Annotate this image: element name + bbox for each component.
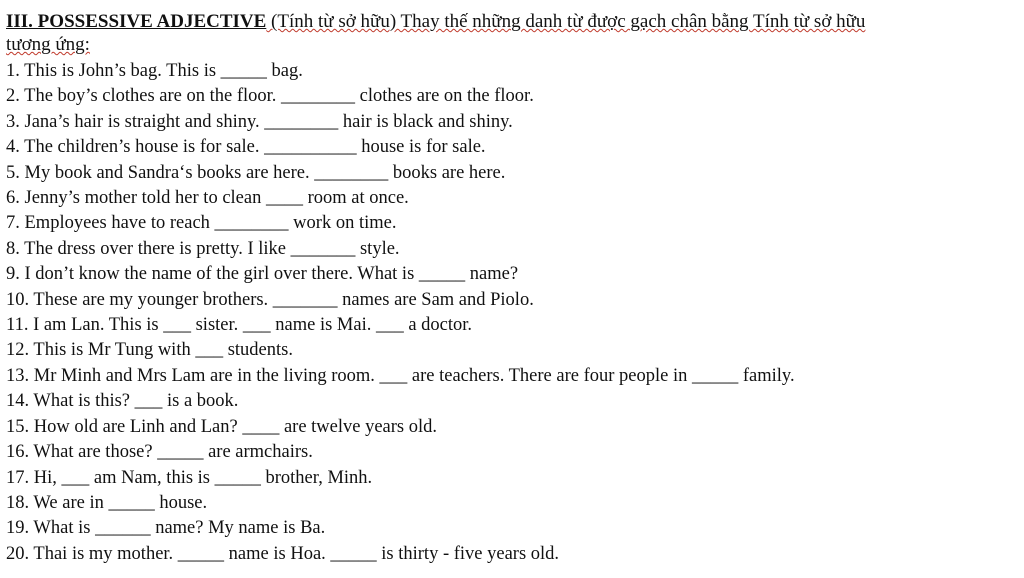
question-item: 12. This is Mr Tung with ___ students.	[6, 340, 293, 361]
question-item: 19. What is ______ name? My name is Ba.	[6, 518, 326, 539]
question-item: 7. Employees have to reach ________ work on time.	[6, 213, 397, 234]
question-item: 4. The children’s house is for sale. __________ house is for sale.	[6, 137, 486, 158]
worksheet	[6, 10, 1022, 567]
question-item: 10. These are my younger brothers. _______ names are Sam and Piolo.	[6, 289, 534, 310]
question-item: 20. Thai is my mother. _____ name is Hoa. _____ is thirty - five years old.	[6, 543, 560, 564]
question-item: 1. This is John’s bag. This is _____ bag.	[6, 61, 303, 81]
question-item: 15. How old are Linh and Lan? ____ are twelve years old.	[6, 416, 438, 437]
question-list	[6, 59, 1022, 567]
question-item: 2. The boy’s clothes are on the floor. ________ clothes are on the floor.	[6, 86, 534, 107]
exercise-instruction: (Tính từ sở hữu) Thay thế những danh từ được gạch chân bằng Tính từ sở hữu	[266, 11, 866, 32]
question-item: 17. Hi, ___ am Nam, this is _____ brother, Minh.	[6, 467, 373, 488]
question-item: 6. Jenny’s mother told her to clean ____ room at once.	[6, 188, 409, 209]
exercise-title: III. POSSESSIVE ADJECTIVE	[6, 11, 267, 32]
exercise-instruction-continuation: tương ứng:	[6, 34, 90, 55]
question-item: 3. Jana’s hair is straight and shiny. ________ hair is black and shiny.	[6, 111, 513, 132]
question-item: 14. What is this? ___ is a book.	[6, 391, 239, 412]
question-item: 9. I don’t know the name of the girl over there. What is _____ name?	[6, 264, 519, 285]
question-item: 5. My book and Sandra‘s books are here. ________ books are here.	[6, 162, 506, 183]
question-item: 18. We are in _____ house.	[6, 492, 208, 513]
question-item: 8. The dress over there is pretty. I like _______ style.	[6, 238, 400, 259]
exercise-heading	[6, 10, 1022, 33]
question-item: 16. What are those? _____ are armchairs.	[6, 442, 313, 463]
question-item: 11. I am Lan. This is ___ sister. ___ name is Mai. ___ a doctor.	[6, 315, 473, 336]
question-item: 13. Mr Minh and Mrs Lam are in the living room. ___ are teachers. There are four people in _____ family.	[6, 365, 795, 386]
